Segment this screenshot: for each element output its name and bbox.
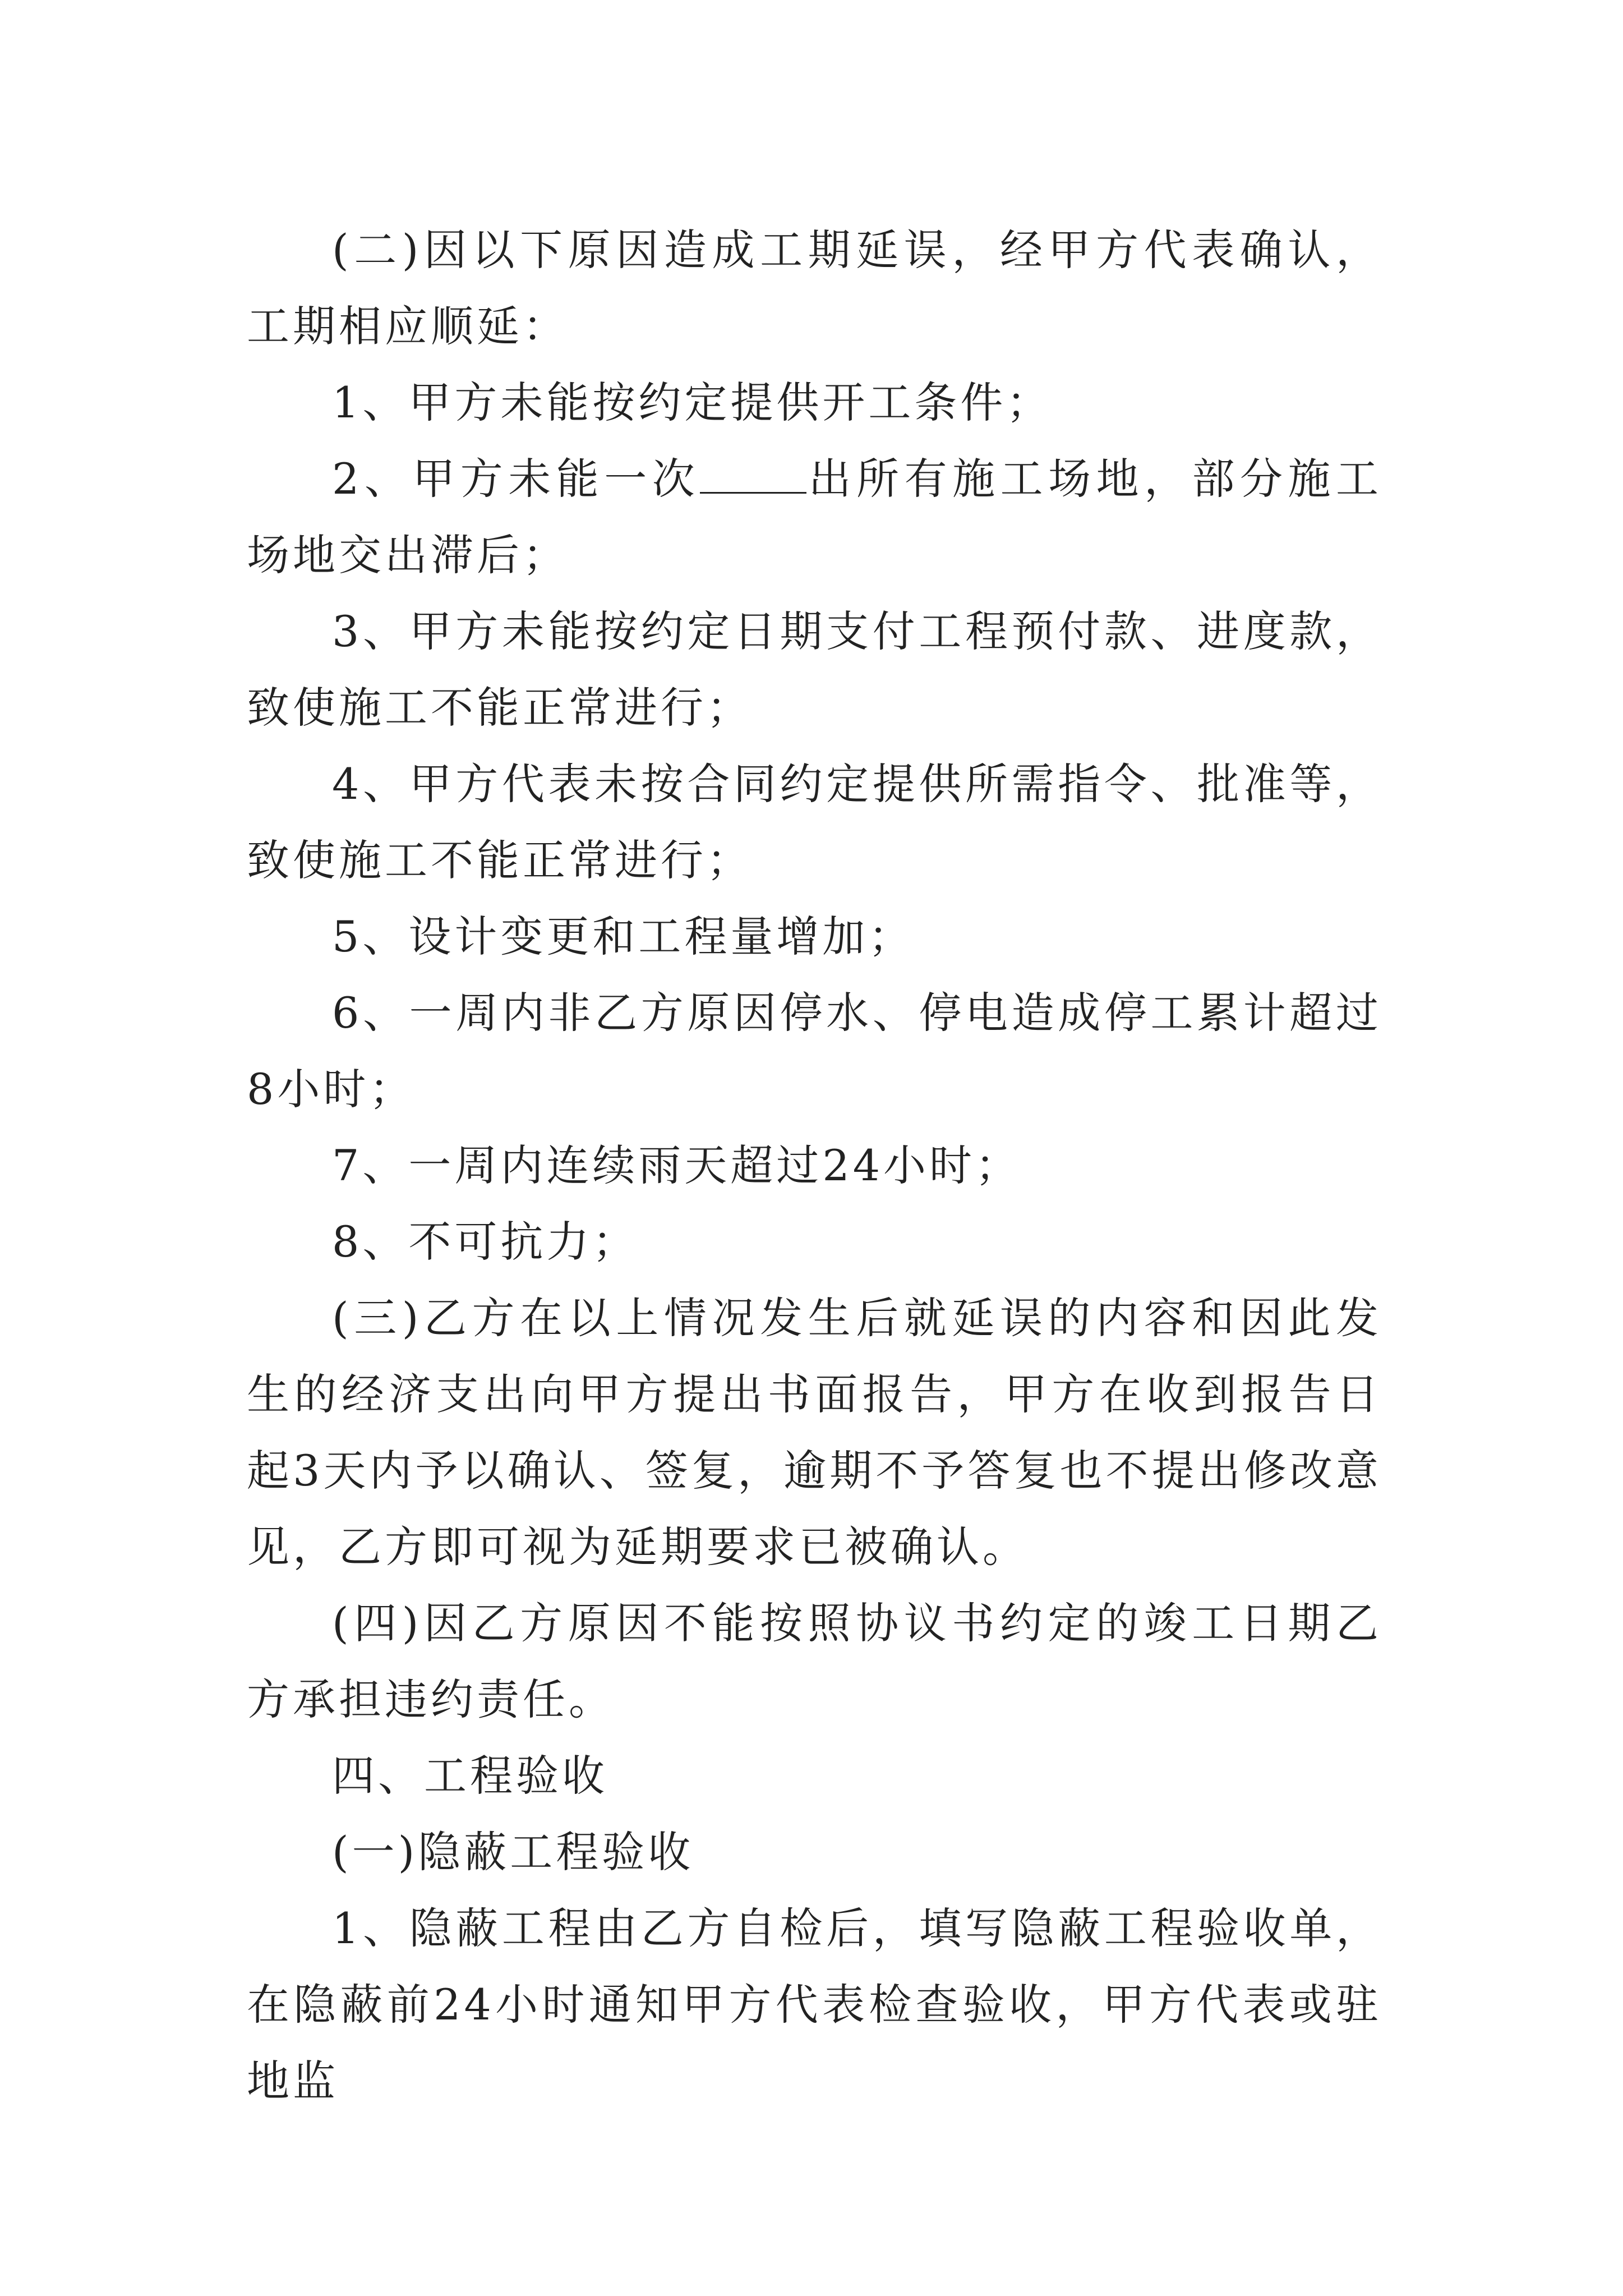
hidden-works-item-1: 1、隐蔽工程由乙方自检后，填写隐蔽工程验收单，在隐蔽前24小时通知甲方代表检查验收，甲方代表或驻地监 (247, 1903, 1382, 2106)
paragraph-3-delay-report: (三)乙方在以上情况发生后就延误的内容和因此发生的经济支出向甲方提出书面报告，甲方在收到报告日起3天内予以确认、签复，逾期不予答复也不提出修改意见，乙方即可视为延期要求已被确认。 (247, 1293, 1382, 1572)
list-item-8: 8、不可抗力； (332, 1217, 639, 1267)
list-item-2-after: 出所有施工场地，部分施工场地交出滞后； (247, 454, 1382, 580)
fill-in-blank (700, 456, 806, 494)
subsection-heading-hidden-works: (一)隐蔽工程验收 (332, 1827, 694, 1877)
list-item-7: 7、一周内连续雨天超过24小时； (332, 1140, 1022, 1190)
list-item-2 (247, 441, 1382, 593)
list-item-2-before: 2、甲方未能一次 (332, 454, 700, 504)
paragraph-2-delay-causes: (二)因以下原因造成工期延误，经甲方代表确认，工期相应顺延： (247, 225, 1382, 351)
list-item-1: 1、甲方未能按约定提供开工条件； (332, 378, 1053, 427)
section-heading-acceptance: 四、工程验收 (332, 1751, 608, 1801)
list-item-6: 6、一周内非乙方原因停水、停电造成停工累计超过8小时； (247, 988, 1382, 1114)
document-body (247, 212, 1382, 2119)
list-item-3: 3、甲方未能按约定日期支付工程预付款、进度款，致使施工不能正常进行； (247, 606, 1382, 733)
list-item-4: 4、甲方代表未按合同约定提供所需指令、批准等，致使施工不能正常进行； (247, 759, 1382, 885)
list-item-5: 5、设计变更和工程量增加； (332, 912, 915, 961)
paragraph-4-liability: (四)因乙方原因不能按照协议书约定的竣工日期乙方承担违约责任。 (247, 1598, 1382, 1724)
